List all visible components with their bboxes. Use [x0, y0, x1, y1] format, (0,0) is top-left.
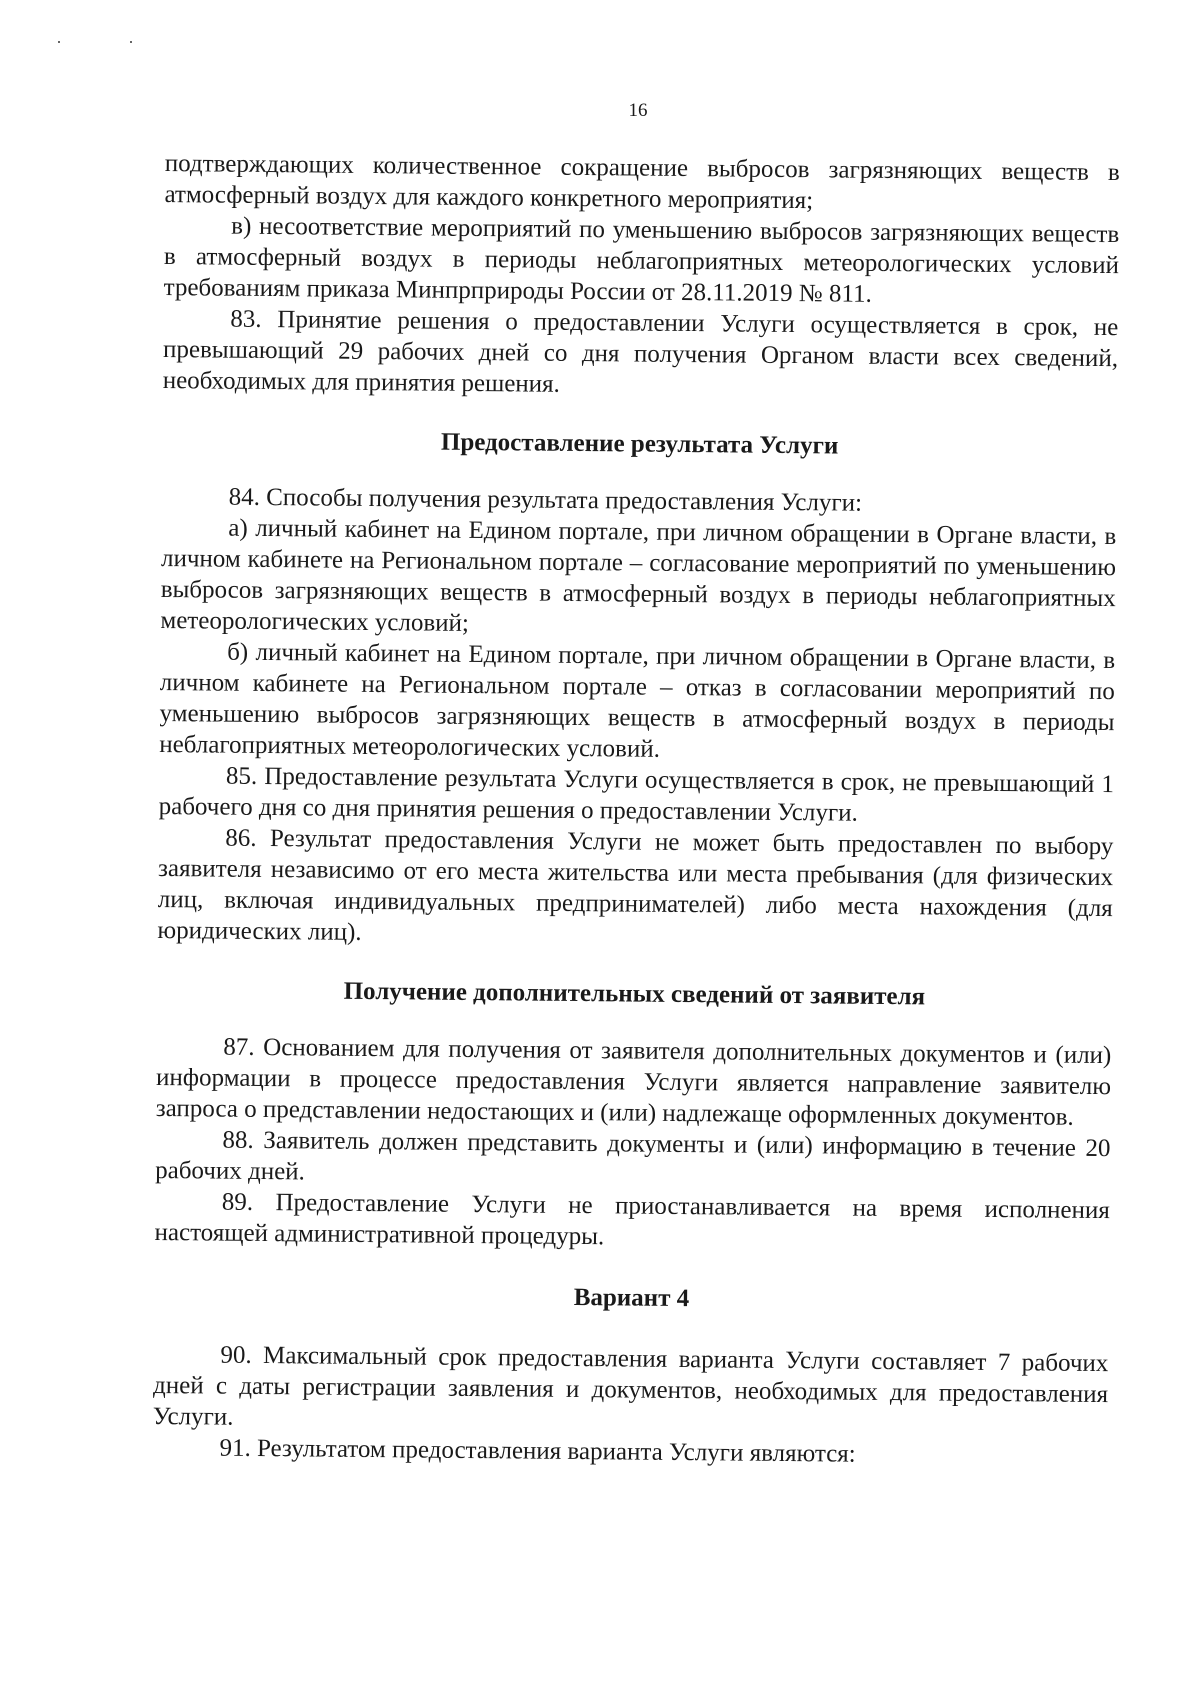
- paragraph-88: 88. Заявитель должен представить документы и (или) информацию в течение 20 рабочих дней.: [155, 1126, 1111, 1186]
- section-heading-variant-4: Вариант 4: [573, 1283, 690, 1313]
- section-heading-result: Предоставление результата Услуги: [440, 428, 839, 460]
- page-number: 16: [628, 100, 648, 121]
- section-heading-additional-info: Получение дополнительных сведений от заявителя: [343, 977, 926, 1011]
- paragraph-90: 90. Максимальный срок предоставления варианта Услуги составляет 7 рабочих дней с даты регистрации заявления и документов, необходимых для предоставления Услуги.: [152, 1341, 1109, 1431]
- paragraph-89: 89. Предоставление Услуги не приостанавливается на время исполнения настоящей административной процедуры.: [154, 1188, 1110, 1251]
- paragraph-84-b: б) личный кабинет на Едином портале, при личном обращении в Органе власти, в личном кабинете на Региональном портале – отказ в согласовании мероприятий по уменьшению выбросов загрязняющих веществ в атмосферный воздух в периоды неблагоприятных метеорологических условий.: [159, 638, 1116, 763]
- paragraph-84: 84. Способы получения результата предоставления Услуги:: [228, 483, 863, 517]
- paragraph-91: 91. Результатом предоставления варианта Услуги являются:: [219, 1434, 856, 1468]
- paragraph-86: 86. Результат предоставления Услуги не может быть предоставлен по выбору заявителя независимо от его места жительства или места пребывания (для физических лиц, включая индивидуальных предпринимателей) либо места нахождения (для юридических лиц).: [157, 824, 1114, 946]
- scan-speck: [58, 41, 60, 43]
- paragraph-item-v: в) несоответствие мероприятий по уменьшению выбросов загрязняющих веществ в атмосферный воздух в периоды неблагоприятных метеорологических условий требованиям приказа Минпрприроды России от 28.11.2019 № 811.: [163, 212, 1120, 308]
- paragraph-83: 83. Принятие решения о предоставлении Услуги осуществляется в срок, не превышающий 29 рабочих дней со дня получения Органом власти всех сведений, необходимых для принятия решения.: [162, 305, 1119, 398]
- scan-speck: [130, 41, 132, 43]
- paragraph-continuation: подтверждающих количественное сокращение выбросов загрязняющих веществ в атмосферный воздух для каждого конкретного мероприятия;: [164, 149, 1120, 215]
- document-body: [152, 148, 1120, 1472]
- paragraph-84-a: а) личный кабинет на Едином портале, при личном обращении в Органе власти, в личном кабинете на Региональном портале – согласование мероприятий по уменьшению выбросов загрязняющих веществ в атмосферный воздух в периоды неблагоприятных метеорологических условий;: [160, 514, 1117, 637]
- paragraph-87: 87. Основанием для получения от заявителя дополнительных документов и (или) информации в процессе предоставления Услуги является направление заявителю запроса о представлении недостающих и (или) надлежаще оформленных документов.: [155, 1033, 1112, 1131]
- paragraph-85: 85. Предоставление результата Услуги осуществляется в срок, не превышающий 1 рабочего дня со дня принятия решения о предоставлении Услуги.: [158, 762, 1115, 827]
